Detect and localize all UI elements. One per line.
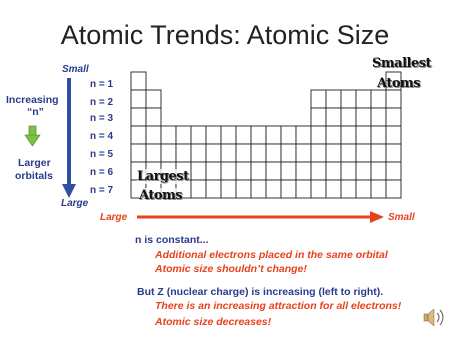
element-cell xyxy=(176,126,191,144)
element-cell xyxy=(296,144,311,162)
element-cell xyxy=(311,144,326,162)
element-cell xyxy=(356,162,371,180)
text-line-2: Additional electrons placed in the same orbital xyxy=(155,249,388,261)
element-cell xyxy=(386,144,401,162)
element-cell xyxy=(326,180,341,198)
element-cell xyxy=(131,90,146,108)
element-cell xyxy=(206,144,221,162)
period-label-2: n = 2 xyxy=(90,97,114,108)
element-cell xyxy=(191,126,206,144)
element-cell xyxy=(341,108,356,126)
element-cell xyxy=(161,126,176,144)
element-cell xyxy=(341,144,356,162)
element-cell xyxy=(296,126,311,144)
element-cell xyxy=(386,90,401,108)
element-cell xyxy=(326,108,341,126)
element-cell xyxy=(356,180,371,198)
down-arrow-icon xyxy=(25,126,40,146)
element-cell xyxy=(266,180,281,198)
text-line-3: Atomic size shouldn’t change! xyxy=(155,263,307,275)
period-label-4: n = 4 xyxy=(90,131,114,142)
element-cell xyxy=(386,108,401,126)
element-cell xyxy=(191,162,206,180)
larger-label: Larger xyxy=(18,157,51,169)
element-cell xyxy=(311,108,326,126)
element-cell xyxy=(356,108,371,126)
element-cell xyxy=(341,180,356,198)
increasing-label: Increasing xyxy=(6,94,59,106)
element-cell xyxy=(221,126,236,144)
element-cell xyxy=(311,126,326,144)
element-cell xyxy=(386,180,401,198)
element-cell xyxy=(371,90,386,108)
element-cell xyxy=(296,180,311,198)
element-cell xyxy=(341,90,356,108)
horizontal-large-label: Large xyxy=(100,212,128,223)
element-cell xyxy=(281,144,296,162)
element-cell xyxy=(266,144,281,162)
element-cell xyxy=(371,144,386,162)
element-cell xyxy=(266,162,281,180)
element-cell xyxy=(221,180,236,198)
element-cell xyxy=(371,126,386,144)
element-cell xyxy=(206,162,221,180)
element-cell xyxy=(326,126,341,144)
element-cell xyxy=(131,144,146,162)
vertical-large-label: Large xyxy=(61,198,89,209)
vertical-small-label: Small xyxy=(62,64,89,75)
element-cell xyxy=(311,90,326,108)
element-cell xyxy=(191,144,206,162)
period-label-1: n = 1 xyxy=(90,79,114,90)
element-cell xyxy=(251,162,266,180)
element-cell xyxy=(296,162,311,180)
element-cell xyxy=(311,180,326,198)
element-cell xyxy=(251,180,266,198)
element-cell xyxy=(356,126,371,144)
element-cell xyxy=(341,126,356,144)
period-label-6: n = 6 xyxy=(90,167,114,178)
smallest-stamp-line1: Smallest xyxy=(372,56,432,71)
element-cell xyxy=(281,126,296,144)
largest-stamp-line1: Largest xyxy=(137,169,189,184)
text-line-4: But Z (nuclear charge) is increasing (left to right). xyxy=(137,286,384,298)
element-cell xyxy=(131,126,146,144)
element-cell xyxy=(311,162,326,180)
element-cell xyxy=(341,162,356,180)
period-label-7: n = 7 xyxy=(90,185,114,196)
element-cell xyxy=(386,162,401,180)
n-label: “n” xyxy=(27,106,44,118)
element-cell xyxy=(266,126,281,144)
element-cell xyxy=(386,126,401,144)
horizontal-arrow xyxy=(137,211,384,223)
element-cell xyxy=(146,90,161,108)
element-cell xyxy=(371,180,386,198)
smallest-stamp-line2: Atoms xyxy=(377,76,421,91)
element-cell xyxy=(251,126,266,144)
text-line-6: Atomic size decreases! xyxy=(155,316,272,328)
element-cell xyxy=(146,144,161,162)
element-cell xyxy=(326,144,341,162)
element-cell xyxy=(356,90,371,108)
element-cell xyxy=(221,162,236,180)
element-cell xyxy=(161,144,176,162)
element-cell xyxy=(236,162,251,180)
element-cell xyxy=(281,162,296,180)
element-cell xyxy=(356,144,371,162)
period-label-5: n = 5 xyxy=(90,149,114,160)
text-line-1: n is constant... xyxy=(135,234,209,246)
element-cell xyxy=(131,108,146,126)
page-title: Atomic Trends: Atomic Size xyxy=(60,20,390,50)
largest-stamp-line2: Atoms xyxy=(139,188,183,203)
element-cell xyxy=(236,144,251,162)
element-cell xyxy=(206,180,221,198)
element-cell xyxy=(131,72,146,90)
element-cell xyxy=(146,108,161,126)
orbitals-label: orbitals xyxy=(15,170,53,182)
element-cell xyxy=(371,108,386,126)
element-cell xyxy=(281,180,296,198)
element-cell xyxy=(326,162,341,180)
element-cell xyxy=(206,126,221,144)
text-line-5: There is an increasing attraction for all electrons! xyxy=(155,300,402,312)
element-cell xyxy=(251,144,266,162)
element-cell xyxy=(146,126,161,144)
element-cell xyxy=(191,180,206,198)
element-cell xyxy=(326,90,341,108)
period-label-3: n = 3 xyxy=(90,113,114,124)
element-cell xyxy=(236,180,251,198)
element-cell xyxy=(236,126,251,144)
element-cell xyxy=(176,144,191,162)
horizontal-small-label: Small xyxy=(388,212,415,223)
element-cell xyxy=(371,162,386,180)
vertical-arrow xyxy=(62,78,76,198)
speaker-icon[interactable] xyxy=(424,309,443,338)
element-cell xyxy=(221,144,236,162)
